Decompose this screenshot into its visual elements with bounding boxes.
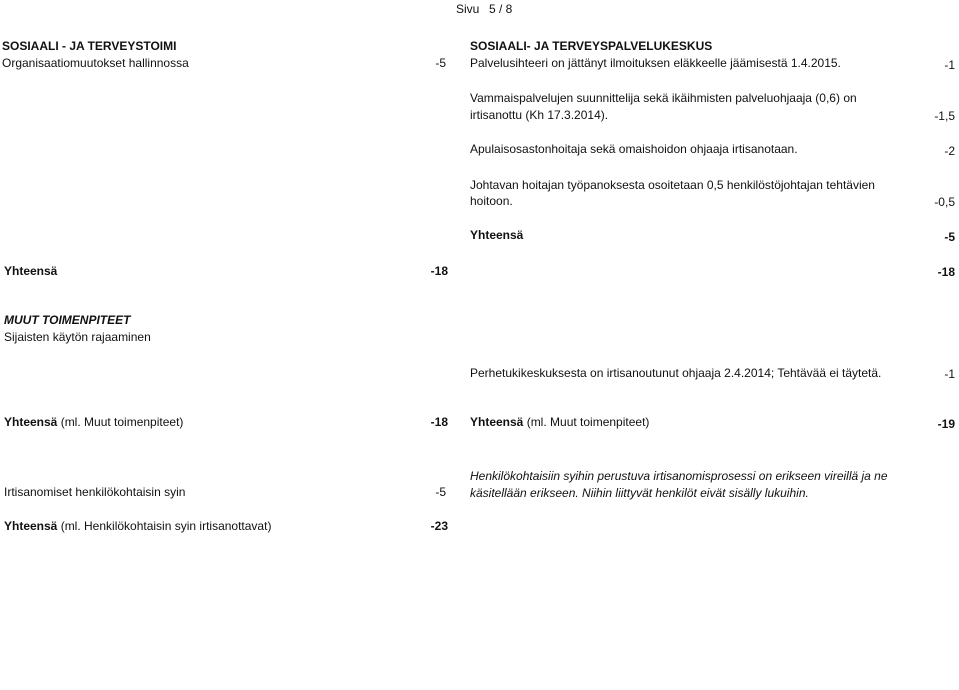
right-subtotal-label: Yhteensä: [470, 228, 524, 242]
right-muut-item-value: -1: [944, 367, 955, 381]
left-total-label: Yhteensä: [4, 264, 58, 278]
right-total-muut-rest: (ml. Muut toimenpiteet): [523, 415, 650, 429]
right-item-palvelusihteeri: Palvelusihteeri on jättänyt ilmoituksen eläkkeelle jäämisestä 1.4.2015.: [470, 56, 841, 70]
right-item-johtava-hoitaja-value: -0,5: [934, 195, 955, 209]
right-item-johtava-hoitaja-line1: Johtavan hoitajan työpanoksesta osoitetaan 0,5 henkilöstöjohtajan tehtävien: [470, 178, 875, 192]
right-total-muut-value: -19: [937, 417, 955, 431]
left-total-irtisanomiset-rest: (ml. Henkilökohtaisin syin irtisanottavat): [57, 519, 272, 533]
left-total-muut-bold: Yhteensä: [4, 415, 58, 429]
left-total-muut-rest: (ml. Muut toimenpiteet): [57, 415, 184, 429]
left-total-irtisanomiset-bold: Yhteensä: [4, 519, 58, 533]
left-muut-title: MUUT TOIMENPITEET: [4, 313, 131, 327]
left-total-value: -18: [430, 264, 448, 278]
left-muut-item: Sijaisten käytön rajaaminen: [4, 330, 151, 344]
left-total-muut-value: -18: [430, 415, 448, 429]
right-item-apulaisosastonhoitaja: Apulaisosastonhoitaja sekä omaishoidon ohjaaja irtisanotaan.: [470, 142, 798, 156]
right-item-vammaispalvelut-value: -1,5: [934, 109, 955, 123]
left-total-muut-label: [4, 414, 183, 430]
left-total-irtisanomiset-label: [4, 518, 271, 534]
right-muut-item: Perhetukikeskuksesta on irtisanoutunut ohjaaja 2.4.2014; Tehtävää ei täytetä.: [470, 366, 882, 380]
left-item-organisaatiomuutokset-value: -5: [435, 56, 446, 70]
right-total-muut-bold: Yhteensä: [470, 415, 524, 429]
left-total-irtisanomiset-value: -23: [430, 519, 448, 533]
left-irtisanomiset-label: Irtisanomiset henkilökohtaisin syin: [4, 485, 186, 499]
right-total-value: -18: [937, 265, 955, 279]
right-note-line1: Henkilökohtaisiin syihin perustuva irtisanomisprosessi on erikseen vireillä ja ne: [470, 469, 888, 483]
left-section-title: SOSIAALI - JA TERVEYSTOIMI: [2, 39, 177, 53]
page-label: Sivu: [456, 2, 480, 16]
right-subtotal-value: -5: [944, 230, 955, 244]
right-section-title: SOSIAALI- JA TERVEYSPALVELUKESKUS: [470, 39, 713, 53]
right-item-vammaispalvelut-line1: Vammaispalvelujen suunnittelija sekä ikäihmisten palveluohjaaja (0,6) on: [470, 91, 857, 105]
right-item-apulaisosastonhoitaja-value: -2: [944, 144, 955, 158]
left-irtisanomiset-value: -5: [435, 485, 446, 499]
page-number: 5 / 8: [489, 2, 513, 16]
right-item-vammaispalvelut-line2: irtisanottu (Kh 17.3.2014).: [470, 108, 609, 122]
right-item-palvelusihteeri-value: -1: [944, 58, 955, 72]
right-note-line2: käsitellään erikseen. Niihin liittyvät henkilöt eivät sisälly lukuihin.: [470, 486, 809, 500]
right-item-johtava-hoitaja-line2: hoitoon.: [470, 194, 513, 208]
left-item-organisaatiomuutokset: Organisaatiomuutokset hallinnossa: [2, 56, 189, 70]
right-total-muut-label: [470, 414, 649, 430]
